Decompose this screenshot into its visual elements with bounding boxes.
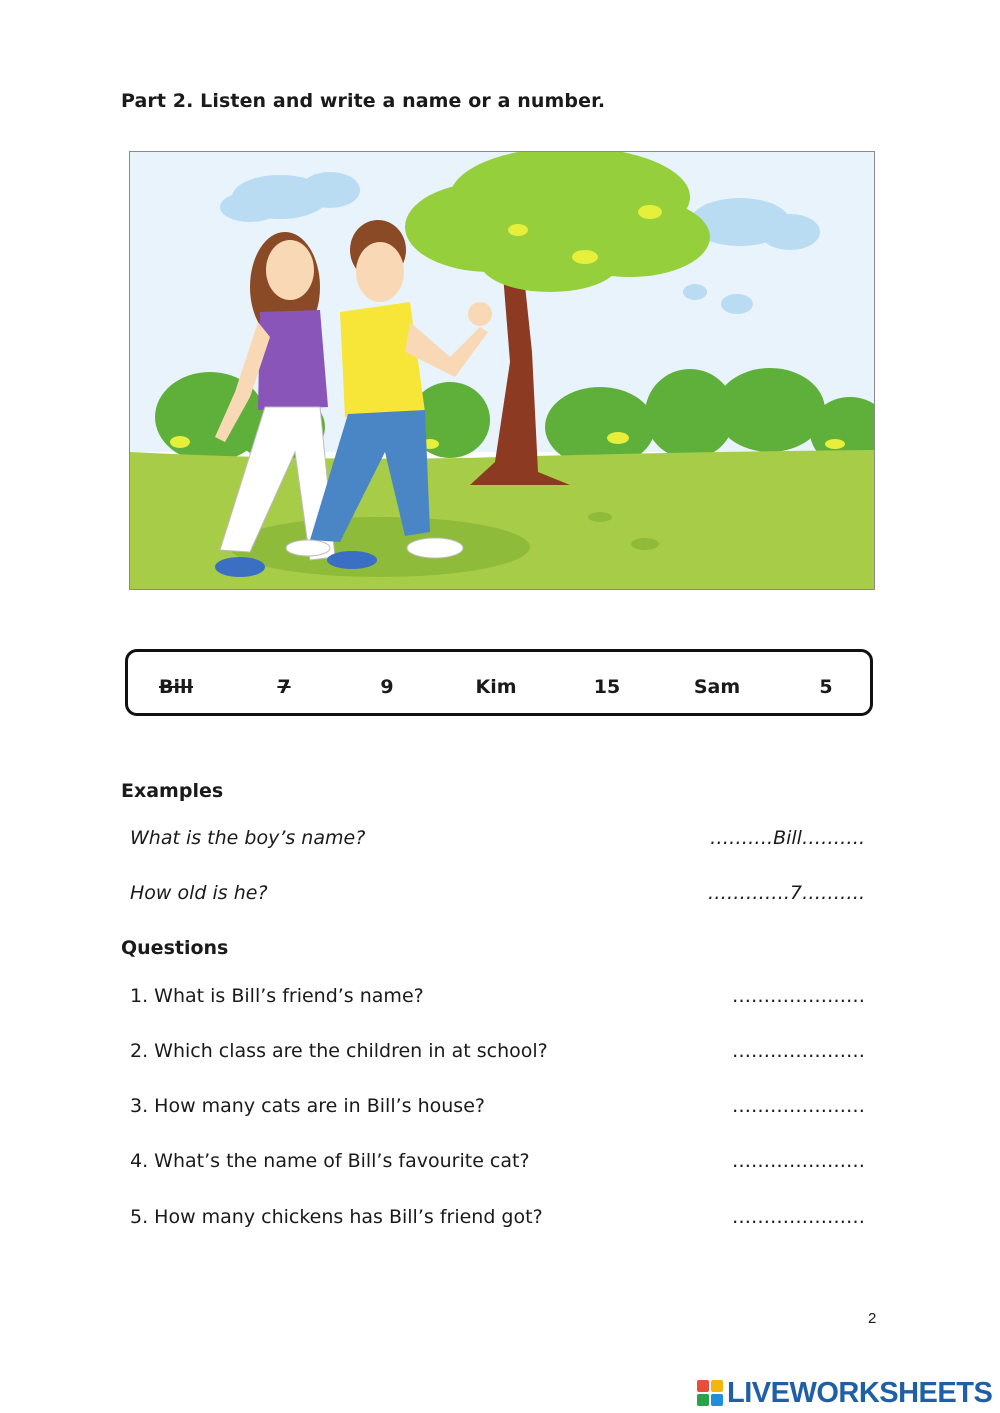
word-bank-item: Sam	[693, 676, 741, 698]
word-bank-item: 7	[277, 676, 291, 698]
word-bank-box	[125, 649, 873, 716]
question-2: 2. Which class are the children in at school?	[130, 1040, 548, 1062]
answer-field-3[interactable]: …………………	[732, 1095, 865, 1117]
question-3: 3. How many cats are in Bill’s house?	[130, 1095, 485, 1117]
part-heading: Part 2. Listen and write a name or a number.	[121, 90, 606, 112]
answer-field-5[interactable]: …………………	[732, 1206, 865, 1228]
example-question: How old is he?	[130, 882, 268, 904]
word-bank-item: Kim	[475, 676, 517, 698]
question-1: 1. What is Bill’s friend’s name?	[130, 985, 424, 1007]
word-bank-item: 5	[819, 676, 833, 698]
brand-name: LIVEWORKSHEETS	[727, 1376, 993, 1409]
question-4: 4. What’s the name of Bill’s favourite cat?	[130, 1150, 530, 1172]
page-number: 2	[868, 1310, 877, 1327]
question-5: 5. How many chickens has Bill’s friend got?	[130, 1206, 543, 1228]
answer-field-4[interactable]: …………………	[732, 1150, 865, 1172]
word-bank-item: 15	[593, 676, 621, 698]
example-question: What is the boy’s name?	[130, 827, 366, 849]
example-answer: ………….7……….	[707, 882, 865, 904]
example-answer: ……….Bill……….	[710, 827, 865, 849]
questions-title: Questions	[121, 937, 229, 959]
liveworksheets-brand[interactable]	[697, 1377, 992, 1409]
boy-and-girl-walking-in-park-image	[130, 152, 874, 589]
word-bank-item: 9	[380, 676, 394, 698]
word-bank-item: Bill	[158, 676, 194, 698]
answer-field-2[interactable]: …………………	[732, 1040, 865, 1062]
examples-title: Examples	[121, 780, 224, 802]
liveworksheets-logo-icon	[697, 1380, 723, 1406]
park-illustration	[129, 151, 875, 590]
answer-field-1[interactable]: …………………	[732, 985, 865, 1007]
